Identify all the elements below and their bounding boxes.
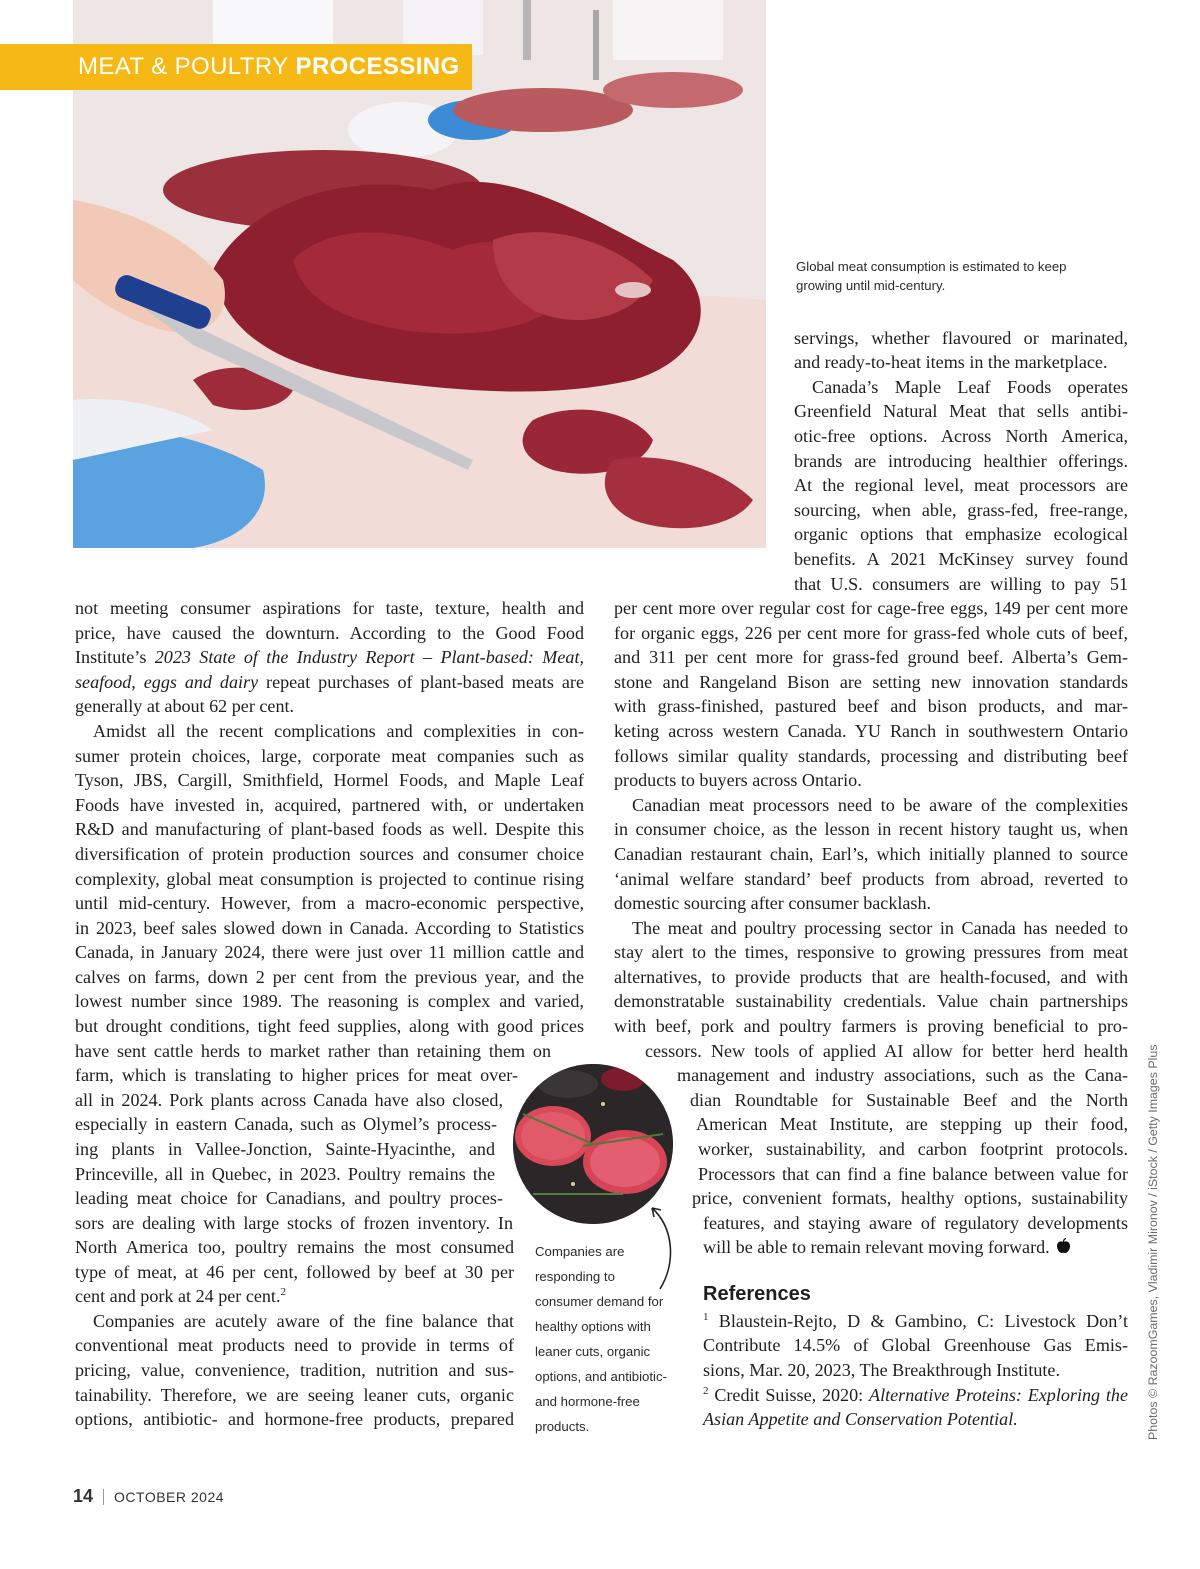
body-line: stone and Rangeland Bison are setting new innovation standards — [614, 672, 1128, 692]
reference-title: Asian Appetite and Conservation Potential. — [703, 1409, 1018, 1429]
burger-caption-line: Companies are — [535, 1244, 625, 1259]
issue-date: OCTOBER 2024 — [114, 1488, 225, 1505]
body-line: with grass-finished, pastured beef and bison products, and mar- — [614, 696, 1128, 716]
body-text: Institute’s — [75, 647, 147, 667]
body-line: follows similar quality standards, processing and distributing beef — [614, 746, 1128, 766]
burger-caption-line: responding to — [535, 1269, 615, 1284]
body-line: benefits. A 2021 McKinsey survey found — [794, 549, 1128, 569]
hero-caption-line: Global meat consumption is estimated to keep — [796, 259, 1067, 274]
body-line: demonstratable sustainability credentials. Value chain partnerships — [614, 991, 1128, 1011]
body-line: that U.S. consumers are willing to pay 51 — [794, 574, 1128, 594]
body-line: Foods have invested in, acquired, partnered with, or undertaken — [75, 795, 584, 815]
body-line: Companies are acutely aware of the fine balance that — [93, 1311, 514, 1331]
body-text: repeat purchases of plant-based meats are — [266, 672, 584, 692]
body-line: Processors that can find a fine balance between value for — [698, 1164, 1128, 1184]
body-line: Canada’s Maple Leaf Foods operates — [812, 377, 1128, 397]
body-line: lowest number since 1989. The reasoning is complex and varied, — [75, 991, 584, 1011]
reference-title: Alternative Proteins: Exploring the — [869, 1385, 1128, 1405]
body-line: R&D and manufacturing of plant-based foods as well. Despite this — [75, 819, 584, 839]
body-line: in 2023, beef sales slowed down in Canada. According to Statistics — [75, 918, 584, 938]
body-line: At the regional level, meat processors are — [794, 475, 1128, 495]
body-line: ‘animal welfare standard’ beef products from abroad, reverted to — [614, 869, 1128, 889]
body-line: and 311 per cent more for grass-fed ground beef. Alberta’s Gem- — [614, 647, 1128, 667]
burger-caption-line: and hormone-free — [535, 1394, 640, 1409]
body-line: otic-free options. Across North America, — [794, 426, 1128, 446]
body-line: brands are introducing healthier offerings. — [794, 451, 1128, 471]
section-banner — [0, 44, 472, 90]
body-line: American Meat Institute, are stepping up their food, — [696, 1114, 1128, 1134]
body-line: dian Roundtable for Sustainable Beef and the North — [690, 1090, 1128, 1110]
body-line: alternatives, to provide products that are health-focused, and with — [614, 967, 1128, 987]
body-line: products to buyers across Ontario. — [614, 770, 862, 790]
reference-line — [703, 1309, 1128, 1334]
body-line: for organic eggs, 226 per cent more for grass-fed whole cuts of beef, — [614, 623, 1128, 643]
section-label-bold: PROCESSING — [295, 53, 460, 80]
body-line — [75, 645, 584, 670]
body-line: until mid-century. However, from a macro-economic perspective, — [75, 893, 584, 913]
body-line: cessors. New tools of applied AI allow for better herd health — [645, 1041, 1128, 1061]
photo-credit: Photos © RazoomGames, Vladimir Mironov / iStock / Getty Images Plus — [1146, 1044, 1160, 1440]
burger-caption-line: options, and antibiotic- — [535, 1369, 667, 1384]
body-line: domestic sourcing after consumer backlash. — [614, 893, 932, 913]
body-line: but drought conditions, tight feed supplies, along with good prices — [75, 1016, 584, 1036]
body-line: servings, whether flavoured or marinated, — [794, 328, 1128, 348]
body-line: in consumer choice, as the lesson in recent history taught us, when — [614, 819, 1128, 839]
folio-divider — [103, 1489, 104, 1505]
body-line: Canadian restaurant chain, Earl’s, which initially planned to source — [614, 844, 1128, 864]
body-line: options, antibiotic- and hormone-free products, prepared — [75, 1409, 514, 1429]
body-line: type of meat, at 46 per cent, followed by beef at 30 per — [75, 1262, 514, 1282]
page-number: 14 — [73, 1486, 94, 1506]
body-line: price, convenient formats, healthy options, sustainability — [692, 1188, 1128, 1208]
hero-caption-line: growing until mid-century. — [796, 278, 946, 293]
hero-caption — [796, 257, 1126, 295]
body-line: The meat and poultry processing sector in Canada has needed to — [632, 918, 1128, 938]
body-line: Greenfield Natural Meat that sells antibi- — [794, 401, 1128, 421]
burger-caption-line: leaner cuts, organic — [535, 1344, 651, 1359]
body-line: price, have caused the downturn. According to the Good Food — [75, 623, 584, 643]
references-heading: References — [703, 1283, 811, 1305]
body-line: conventional meat products need to provide in terms of — [75, 1335, 514, 1355]
body-line: calves on farms, down 2 per cent from the previous year, and the — [75, 967, 584, 987]
reference-line — [703, 1383, 1128, 1408]
reference-number: 2 — [703, 1384, 709, 1397]
reference-line: sions, Mar. 20, 2023, The Breakthrough Institute. — [703, 1360, 1060, 1380]
reference-number: 1 — [703, 1310, 709, 1323]
body-line: per cent more over regular cost for cage-free eggs, 149 per cent more — [614, 598, 1128, 618]
body-line: sourcing, when able, grass-fed, free-range, — [794, 500, 1128, 520]
body-line: farm, which is translating to higher prices for meat over- — [75, 1065, 518, 1085]
reference-text: Blaustein-Rejto, D & Gambino, C: Livestock Don’t — [718, 1311, 1128, 1331]
body-line: stay alert to the times, responsive to growing pressures from meat — [614, 942, 1128, 962]
body-line: ing plants in Vallee-Jonction, Sainte-Hyacinthe, and — [75, 1139, 495, 1159]
body-line: complexity, global meat consumption is projected to continue rising — [75, 869, 584, 889]
burger-patties-photo — [513, 1064, 673, 1224]
body-line: sumer protein choices, large, corporate meat companies such as — [75, 746, 584, 766]
body-line: worker, sustainability, and carbon footprint protocols. — [698, 1139, 1128, 1159]
body-line: and ready-to-heat items in the marketplace. — [794, 352, 1108, 372]
body-line: especially in eastern Canada, such as Olymel’s process- — [75, 1114, 497, 1134]
body-line: Canadian meat processors need to be aware of the complexities — [632, 795, 1128, 815]
reference-line: Contribute 14.5% of Global Greenhouse Gas Emis- — [703, 1335, 1128, 1355]
body-line: Tyson, JBS, Cargill, Smithfield, Hormel Foods, and Maple Leaf — [75, 770, 584, 790]
body-line: not meeting consumer aspirations for taste, texture, health and — [75, 598, 584, 618]
body-text: cent and pork at 24 per cent. — [75, 1286, 281, 1306]
report-title-cont: seafood, eggs and dairy — [75, 672, 259, 692]
body-line: all in 2024. Pork plants across Canada have also closed, — [75, 1090, 503, 1110]
body-line: have sent cattle herds to market rather than retaining them on — [75, 1041, 551, 1061]
footnote-marker: 2 — [280, 1285, 286, 1298]
body-line: keting across western Canada. YU Ranch in southwestern Ontario — [614, 721, 1128, 741]
apple-icon — [1056, 1236, 1071, 1252]
body-line: organic options that emphasize ecological — [794, 524, 1128, 544]
burger-caption-line: healthy options with — [535, 1319, 651, 1334]
body-line: tainability. Therefore, we are seeing leaner cuts, organic — [75, 1385, 514, 1405]
folio — [73, 1486, 224, 1507]
body-line: diversification of protein production sources and consumer choice — [75, 844, 584, 864]
burger-caption-line: consumer demand for — [535, 1294, 664, 1309]
burger-illustration — [513, 1064, 673, 1224]
burger-caption — [535, 1239, 695, 1439]
body-line-final — [703, 1235, 1128, 1260]
reference-text: Credit Suisse, 2020: — [714, 1385, 864, 1405]
report-title: 2023 State of the Industry Report – Plant-based: Meat, — [154, 647, 584, 667]
burger-caption-line: products. — [535, 1419, 590, 1434]
body-line: North America too, poultry remains the most consumed — [75, 1237, 514, 1257]
body-line: features, and staying aware of regulatory developments — [703, 1213, 1128, 1233]
body-line: Canada, in January 2024, there were just over 11 million cattle and — [75, 942, 584, 962]
body-line: management and industry associations, such as the Cana- — [677, 1065, 1128, 1085]
body-line: Princeville, all in Quebec, in 2023. Poultry remains the — [75, 1164, 495, 1184]
reference-line — [703, 1407, 1128, 1432]
body-line: pricing, value, convenience, tradition, nutrition and sus- — [75, 1360, 514, 1380]
body-line — [75, 1284, 514, 1309]
body-line: sors are dealing with large stocks of frozen inventory. In — [75, 1213, 513, 1233]
body-line: with beef, pork and poultry farmers is proving beneficial to pro- — [614, 1016, 1128, 1036]
body-line-text: will be able to remain relevant moving forward. — [703, 1237, 1050, 1257]
section-label: MEAT & POULTRY — [78, 53, 289, 80]
body-line: generally at about 62 per cent. — [75, 696, 295, 716]
body-line: Amidst all the recent complications and complexities in con- — [93, 721, 584, 741]
body-line: leading meat choice for Canadians, and poultry proces- — [75, 1188, 503, 1208]
body-line — [75, 670, 584, 695]
